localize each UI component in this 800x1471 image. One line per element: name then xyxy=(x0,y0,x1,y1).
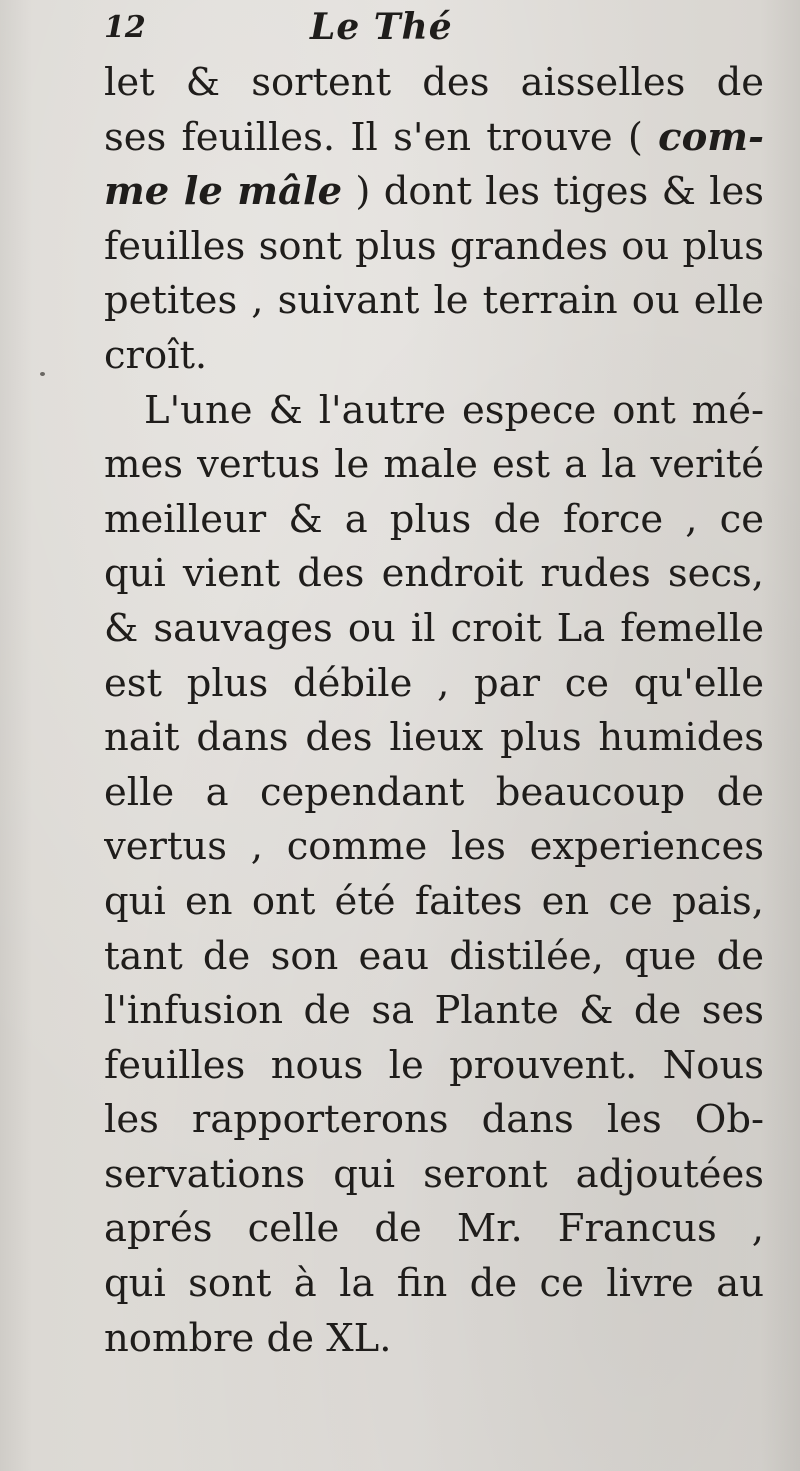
page-number: 12 xyxy=(104,10,146,45)
text-line: les rapporterons dans les Ob- xyxy=(104,1097,764,1143)
text-segment: ) dont les tiges & les xyxy=(342,169,764,215)
text-line xyxy=(104,111,764,166)
text-line: nait dans des lieux plus humides xyxy=(104,715,764,761)
text-line: tant de son eau distilée, que de xyxy=(104,933,764,979)
text-line: vertus , comme les experiences xyxy=(104,824,764,870)
ink-speck xyxy=(40,372,45,376)
text-line: qui vient des endroit rudes secs, xyxy=(104,551,764,597)
page-header xyxy=(104,4,764,48)
running-title: Le Thé xyxy=(310,6,453,48)
paragraph-first-line: L'une & l'autre espece ont mé- xyxy=(144,387,764,433)
text-line: est plus débile , par ce qu'elle xyxy=(104,660,764,706)
text-line: nombre de XL. xyxy=(104,1315,392,1361)
text-line: elle a cependant beaucoup de xyxy=(104,769,764,815)
italic-text: com- xyxy=(658,114,764,160)
text-line: servations qui seront adjoutées xyxy=(104,1151,764,1197)
text-line: let & sortent des aisselles de xyxy=(104,60,764,105)
text-line: petites , suivant le terrain ou elle xyxy=(104,278,764,324)
text-line: feuilles sont plus grandes ou plus xyxy=(104,223,764,269)
italic-text: me le mâle xyxy=(104,169,343,215)
body-text xyxy=(104,56,764,1366)
text-line: croît. xyxy=(104,332,208,378)
text-line xyxy=(104,165,764,220)
text-line: meilleur & a plus de force , ce xyxy=(104,496,764,542)
text-line: l'infusion de sa Plante & de ses xyxy=(104,988,764,1034)
text-segment: ses feuilles. Il s'en trouve ( xyxy=(104,114,659,160)
text-line: qui sont à la fin de ce livre au xyxy=(104,1261,764,1307)
text-line: aprés celle de Mr. Francus , xyxy=(104,1206,764,1252)
text-line: mes vertus le male est a la verité xyxy=(104,442,764,488)
text-line: feuilles nous le prouvent. Nous xyxy=(104,1042,764,1088)
text-line: qui en ont été faites en ce pais, xyxy=(104,878,764,924)
text-line: & sauvages ou il croit La femelle xyxy=(104,605,764,651)
